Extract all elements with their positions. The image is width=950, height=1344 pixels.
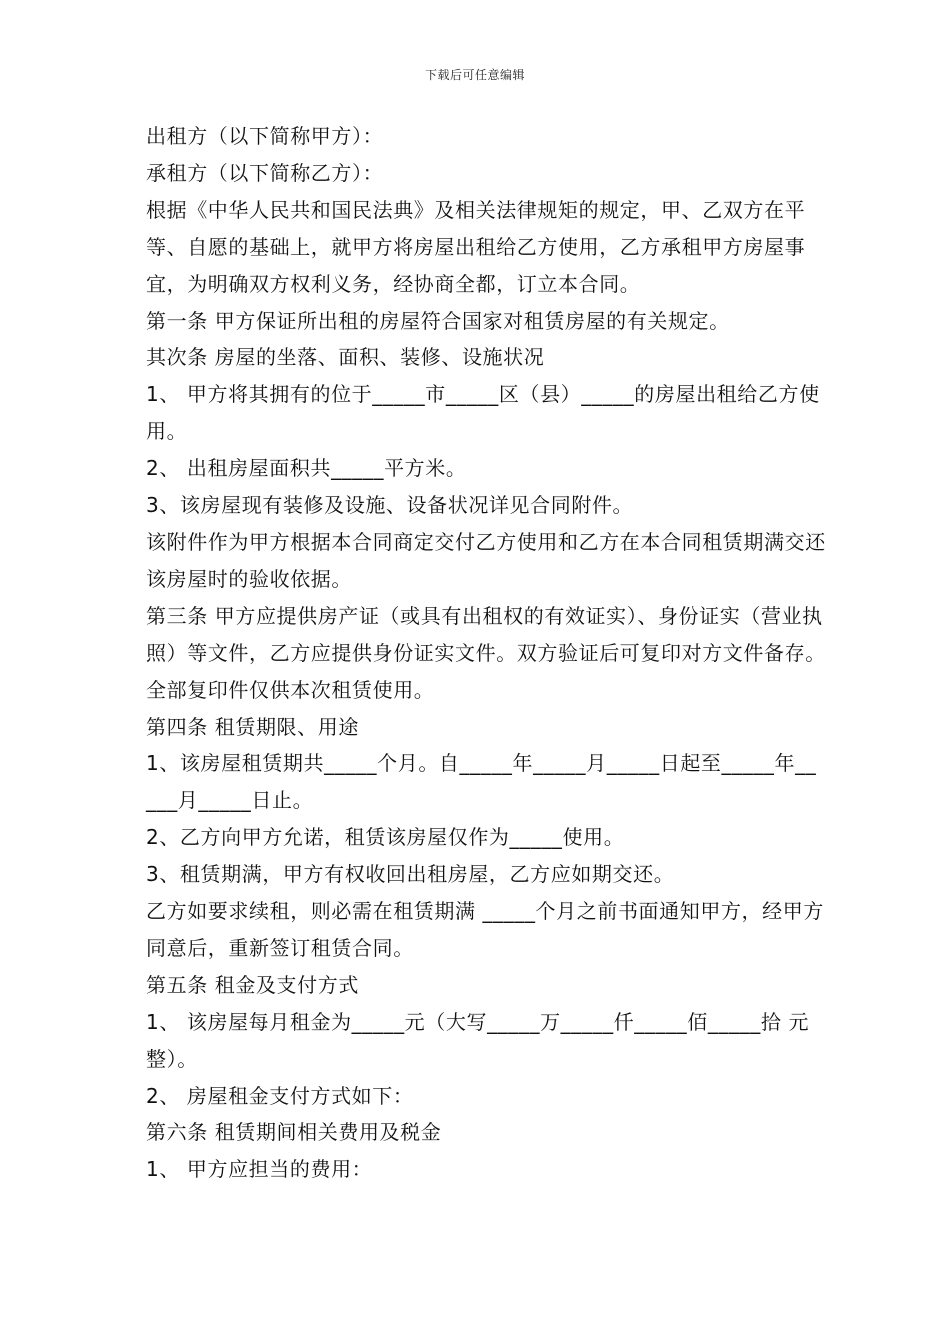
contract-body	[146, 118, 826, 1188]
article-5-item-1: 1、 该房屋每月租金为_____元（大写_____万_____仟_____佰_____拾 元整）。	[146, 1009, 810, 1071]
article-1: 第一条 甲方保证所出租的房屋符合国家对租赁房屋的有关规定。	[146, 308, 730, 333]
header-note: 下载后可任意编辑	[424, 68, 525, 82]
article-2-item-1: 1、 甲方将其拥有的位于_____市_____区（县）_____的房屋出租给乙方使用。	[146, 382, 820, 444]
article-4-heading: 第四条 租赁期限、用途	[146, 714, 359, 739]
party-a-line: 出租方（以下简称甲方）：	[146, 124, 384, 148]
article-2-item-3: 3、该房屋现有装修及设施、设备状况详见合同附件。	[146, 493, 634, 518]
article-2-item-2: 2、 出租房屋面积共_____平方米。	[146, 456, 467, 481]
article-5-item-2: 2、 房屋租金支付方式如下：	[146, 1083, 414, 1108]
article-4-item-3: 3、租赁期满，甲方有权收回出租房屋，乙方应如期交还。	[146, 862, 675, 887]
party-b-line: 承租方（以下简称乙方）：	[146, 160, 384, 185]
renewal-note: 乙方如要求续租，则必需在租赁期满 _____个月之前书面通知甲方，经甲方同意后，重新签订租赁合同。	[146, 899, 824, 960]
article-4-item-2: 2、乙方向甲方允诺，租赁该房屋仅作为_____使用。	[146, 825, 625, 850]
preamble-paragraph: 根据《中华人民共和国民法典》及相关法律规矩的规定，甲、乙双方在平等、自愿的基础上，就甲方将房屋出租给乙方使用，乙方承租甲方房屋事宜，为明确双方权利义务，经协商全都，订立本合同。	[146, 197, 806, 296]
article-6-heading: 第六条 租赁期间相关费用及税金	[146, 1120, 442, 1145]
article-5-heading: 第五条 租金及支付方式	[146, 972, 359, 997]
article-4-item-1: 1、该房屋租赁期共_____个月。自_____年_____月_____日起至_____年_____月_____日止。	[146, 751, 817, 813]
article-6-item-1: 1、 甲方应担当的费用：	[146, 1157, 373, 1182]
article-3: 第三条 甲方应提供房产证（或具有出租权的有效证实）、身份证实（营业执照）等文件，乙方应提供身份证实文件。双方验证后可复印对方文件备存。全部复印件仅供本次租赁使用。	[146, 603, 826, 702]
appendix-note: 该附件作为甲方根据本合同商定交付乙方使用和乙方在本合同租赁期满交还该房屋时的验收依据。	[146, 529, 826, 591]
article-2-heading: 其次条 房屋的坐落、面积、装修、设施状况	[146, 345, 545, 370]
